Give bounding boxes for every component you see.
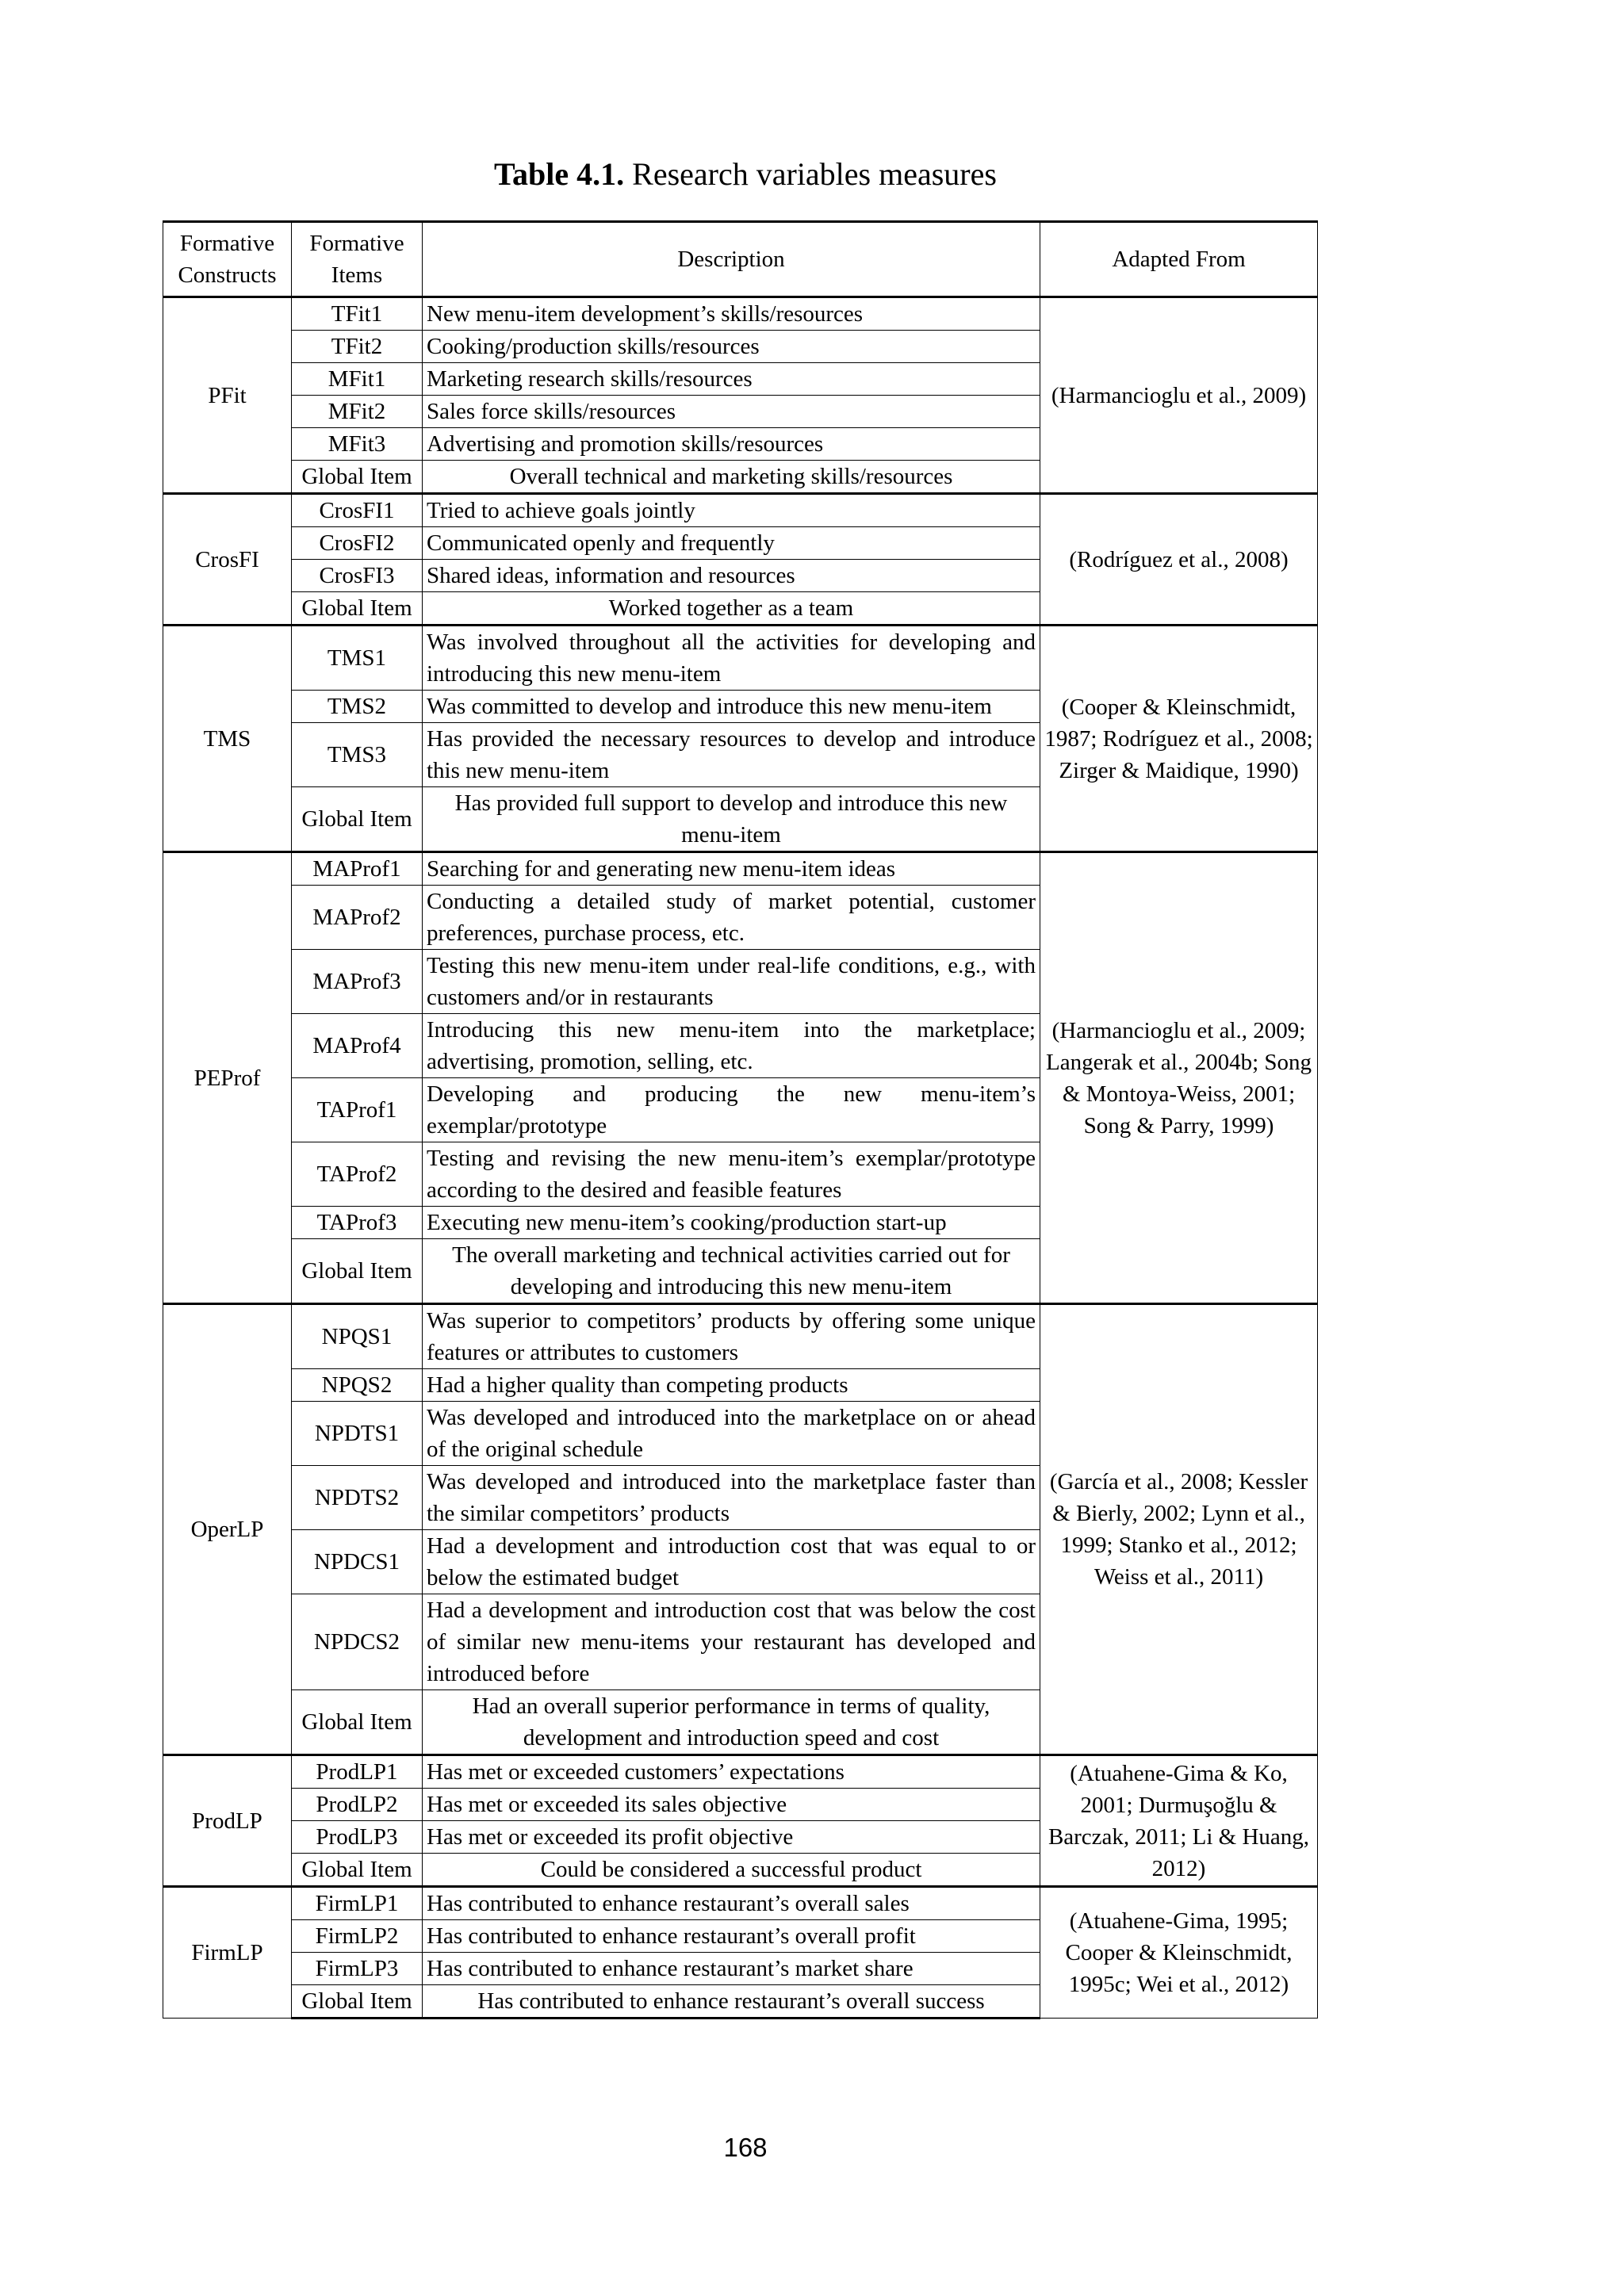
description-cell: Was committed to develop and introduce this new menu-item (423, 691, 1040, 723)
adapted-from-cell: (Harmancioglu et al., 2009) (1040, 297, 1318, 494)
description-cell: Overall technical and marketing skills/resources (423, 461, 1040, 494)
item-code-cell: NPQS1 (292, 1304, 423, 1369)
description-cell: Has provided full support to develop and introduce this new menu-item (423, 787, 1040, 852)
description-cell: Had a development and introduction cost that was equal to or below the estimated budget (423, 1530, 1040, 1594)
description-cell: Has met or exceeded customers’ expectations (423, 1755, 1040, 1789)
item-code-cell: MAProf4 (292, 1014, 423, 1078)
construct-cell: ProdLP (163, 1755, 292, 1887)
construct-cell: PFit (163, 297, 292, 494)
adapted-from-cell: (Atuahene-Gima, 1995; Cooper & Kleinschmidt, 1995c; Wei et al., 2012) (1040, 1887, 1318, 2019)
item-code-cell: NPDCS1 (292, 1530, 423, 1594)
description-cell: Has contributed to enhance restaurant’s overall profit (423, 1920, 1040, 1953)
item-code-cell: MFit1 (292, 363, 423, 396)
item-code-cell: Global Item (292, 461, 423, 494)
item-code-cell: CrosFI2 (292, 527, 423, 560)
table-row (163, 626, 1318, 691)
table-caption (0, 155, 1491, 193)
description-cell: Was involved throughout all the activities for developing and introducing this new menu-item (423, 626, 1040, 691)
table-row (163, 494, 1318, 527)
construct-cell: OperLP (163, 1304, 292, 1755)
description-cell: Had a development and introduction cost that was below the cost of similar new menu-items your restaurant has developed and introduced before (423, 1594, 1040, 1690)
item-code-cell: MFit3 (292, 428, 423, 461)
item-code-cell: TAProf1 (292, 1078, 423, 1142)
item-code-cell: Global Item (292, 1985, 423, 2019)
description-cell: Was developed and introduced into the marketplace on or ahead of the original schedule (423, 1402, 1040, 1466)
description-cell: Has contributed to enhance restaurant’s overall success (423, 1985, 1040, 2019)
item-code-cell: FirmLP1 (292, 1887, 423, 1920)
description-cell: Marketing research skills/resources (423, 363, 1040, 396)
item-code-cell: Global Item (292, 1854, 423, 1887)
description-cell: Tried to achieve goals jointly (423, 494, 1040, 527)
item-code-cell: CrosFI3 (292, 560, 423, 592)
item-code-cell: ProdLP3 (292, 1821, 423, 1854)
item-code-cell: ProdLP2 (292, 1789, 423, 1821)
description-cell: Had a higher quality than competing products (423, 1369, 1040, 1402)
description-cell: The overall marketing and technical activities carried out for developing and introducing this new menu-item (423, 1239, 1040, 1304)
item-code-cell: NPQS2 (292, 1369, 423, 1402)
item-code-cell: Global Item (292, 592, 423, 626)
adapted-from-cell: (García et al., 2008; Kessler & Bierly, 2002; Lynn et al., 1999; Stanko et al., 2012; Weiss et al., 2011) (1040, 1304, 1318, 1755)
construct-cell: PEProf (163, 852, 292, 1304)
adapted-from-cell: (Harmancioglu et al., 2009; Langerak et al., 2004b; Song & Montoya-Weiss, 2001; Song & Parry, 1999) (1040, 852, 1318, 1304)
table-row (163, 1887, 1318, 1920)
table-row (163, 852, 1318, 886)
item-code-cell: TMS2 (292, 691, 423, 723)
item-code-cell: TAProf3 (292, 1207, 423, 1239)
description-cell: Cooking/production skills/resources (423, 331, 1040, 363)
description-cell: Worked together as a team (423, 592, 1040, 626)
adapted-from-cell: (Rodríguez et al., 2008) (1040, 494, 1318, 626)
description-cell: Developing and producing the new menu-item’s exemplar/prototype (423, 1078, 1040, 1142)
item-code-cell: TMS1 (292, 626, 423, 691)
description-cell: Testing this new menu-item under real-life conditions, e.g., with customers and/or in restaurants (423, 950, 1040, 1014)
construct-cell: CrosFI (163, 494, 292, 626)
description-cell: Introducing this new menu-item into the marketplace; advertising, promotion, selling, etc. (423, 1014, 1040, 1078)
description-cell: Communicated openly and frequently (423, 527, 1040, 560)
item-code-cell: Global Item (292, 1239, 423, 1304)
page-number: 168 (723, 2133, 768, 2162)
item-code-cell: Global Item (292, 1690, 423, 1755)
description-cell: Conducting a detailed study of market potential, customer preferences, purchase process, etc. (423, 886, 1040, 950)
construct-cell: TMS (163, 626, 292, 852)
description-cell: Could be considered a successful product (423, 1854, 1040, 1887)
adapted-from-cell: (Cooper & Kleinschmidt, 1987; Rodríguez et al., 2008; Zirger & Maidique, 1990) (1040, 626, 1318, 852)
item-code-cell: ProdLP1 (292, 1755, 423, 1789)
description-cell: Has contributed to enhance restaurant’s market share (423, 1953, 1040, 1985)
description-cell: Has met or exceeded its sales objective (423, 1789, 1040, 1821)
table-caption-label: Table 4.1. (494, 156, 625, 192)
item-code-cell: FirmLP2 (292, 1920, 423, 1953)
table-row (163, 1304, 1318, 1369)
description-cell: Has met or exceeded its profit objective (423, 1821, 1040, 1854)
description-cell: Has provided the necessary resources to develop and introduce this new menu-item (423, 723, 1040, 787)
item-code-cell: Global Item (292, 787, 423, 852)
description-cell: Executing new menu-item’s cooking/production start-up (423, 1207, 1040, 1239)
item-code-cell: NPDTS1 (292, 1402, 423, 1466)
item-code-cell: MAProf2 (292, 886, 423, 950)
description-cell: New menu-item development’s skills/resources (423, 297, 1040, 331)
description-cell: Had an overall superior performance in terms of quality, development and introduction speed and cost (423, 1690, 1040, 1755)
research-variables-table (163, 220, 1318, 2019)
header-adapted-from: Adapted From (1040, 222, 1318, 297)
item-code-cell: FirmLP3 (292, 1953, 423, 1985)
description-cell: Has contributed to enhance restaurant’s overall sales (423, 1887, 1040, 1920)
description-cell: Searching for and generating new menu-item ideas (423, 852, 1040, 886)
item-code-cell: TAProf2 (292, 1142, 423, 1207)
construct-cell: FirmLP (163, 1887, 292, 2019)
item-code-cell: NPDTS2 (292, 1466, 423, 1530)
item-code-cell: TMS3 (292, 723, 423, 787)
table-body (163, 297, 1318, 2019)
header-items: Formative Items (292, 222, 423, 297)
table-row (163, 297, 1318, 331)
description-cell: Advertising and promotion skills/resources (423, 428, 1040, 461)
item-code-cell: MAProf1 (292, 852, 423, 886)
description-cell: Was developed and introduced into the marketplace faster than the similar competitors’ products (423, 1466, 1040, 1530)
item-code-cell: MAProf3 (292, 950, 423, 1014)
description-cell: Shared ideas, information and resources (423, 560, 1040, 592)
header-constructs: Formative Constructs (163, 222, 292, 297)
table-caption-title: Research variables measures (632, 156, 997, 192)
description-cell: Was superior to competitors’ products by offering some unique features or attributes to customers (423, 1304, 1040, 1369)
description-cell: Sales force skills/resources (423, 396, 1040, 428)
item-code-cell: TFit2 (292, 331, 423, 363)
description-cell: Testing and revising the new menu-item’s exemplar/prototype according to the desired and feasible features (423, 1142, 1040, 1207)
item-code-cell: TFit1 (292, 297, 423, 331)
table-header-row (163, 222, 1318, 297)
item-code-cell: MFit2 (292, 396, 423, 428)
header-description: Description (423, 222, 1040, 297)
table-row (163, 1755, 1318, 1789)
item-code-cell: CrosFI1 (292, 494, 423, 527)
item-code-cell: NPDCS2 (292, 1594, 423, 1690)
adapted-from-cell: (Atuahene-Gima & Ko, 2001; Durmuşoğlu & Barczak, 2011; Li & Huang, 2012) (1040, 1755, 1318, 1887)
